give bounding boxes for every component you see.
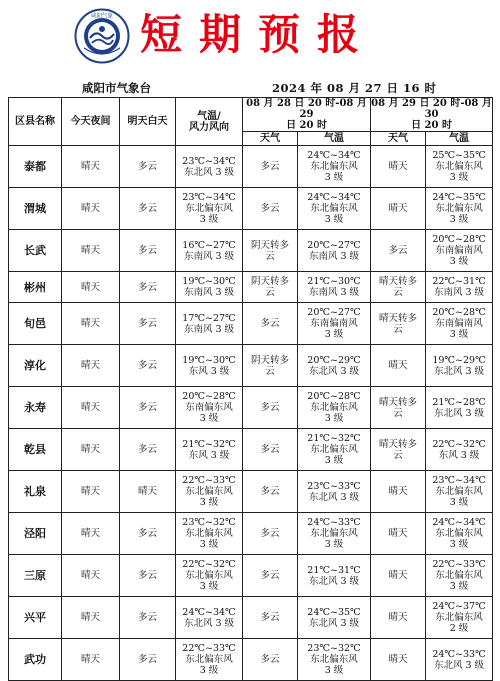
- period-2-temp: [426, 188, 493, 230]
- period-2-weather-line: 云: [393, 323, 403, 335]
- period-1-temp: [298, 513, 371, 555]
- period-1-temp-line: 东北风 3 级: [308, 575, 360, 587]
- tomorrow-day-weather: 多云: [120, 597, 176, 639]
- temp-wind: [176, 555, 243, 597]
- period-1-weather-line: 多云: [260, 318, 280, 329]
- temp-wind: [176, 230, 243, 272]
- period-2-temp-line: 3 级: [449, 497, 469, 508]
- period-2-temp: [426, 146, 493, 188]
- period-2-weather-line: 晴天: [388, 570, 408, 581]
- temp-wind-line: 东北风 3 级: [183, 166, 235, 178]
- temp-wind-line: 24℃~34℃: [182, 606, 236, 618]
- period-2-weather: [371, 471, 426, 513]
- header-temp-1: 气温: [298, 132, 371, 146]
- period-2-temp-line: 20℃~28℃: [432, 234, 486, 245]
- table-row: [9, 345, 493, 387]
- period-2-weather-line: 晴天转多: [379, 276, 418, 287]
- period-2-temp-line: 3 级: [449, 539, 469, 550]
- period-2-weather: [371, 188, 426, 230]
- period-2-temp-line: 东北偏东风: [435, 203, 483, 214]
- temp-wind-line: 东北偏东风: [185, 570, 233, 581]
- period-2-temp-line: 东南偏南风: [435, 318, 483, 329]
- county-name: 长武: [9, 230, 62, 272]
- period-2-temp-line: 东北偏东风: [435, 528, 483, 539]
- period-2-temp-line: 2 级: [449, 623, 469, 634]
- temp-wind-line: 东风 3 级: [188, 365, 230, 377]
- temp-wind-line: 16℃~27℃: [182, 239, 236, 251]
- period-1-weather-line: 云: [265, 365, 275, 377]
- period-2-weather: [371, 387, 426, 429]
- period-1-temp: [298, 272, 371, 303]
- temp-wind: [176, 471, 243, 513]
- period-1-temp: [298, 429, 371, 471]
- temp-wind: [176, 429, 243, 471]
- period-1-weather: [243, 188, 298, 230]
- period-2-weather-line: 晴天: [388, 161, 408, 172]
- period-1-weather-line: 多云: [260, 486, 280, 497]
- tomorrow-day-weather: 多云: [120, 272, 176, 303]
- temp-wind: [176, 345, 243, 387]
- period-2-temp-line: 3 级: [449, 214, 469, 225]
- header-period-2-line1: 08 月 29 日 20 时-08 月 30: [371, 98, 492, 120]
- table-row: [9, 230, 493, 272]
- period-1-temp-line: 东北偏东风: [310, 161, 358, 172]
- period-1-weather-line: 阴天转多: [250, 276, 289, 287]
- issue-time: 2024 年 08 月 27 日 16 时: [272, 81, 437, 95]
- tonight-weather: 晴天: [62, 513, 120, 555]
- period-2-weather-line: 晴天转多: [379, 438, 418, 450]
- period-2-temp-line: 3 级: [449, 581, 469, 592]
- period-1-weather-line: 阴天转多: [250, 239, 289, 251]
- period-1-temp: [298, 146, 371, 188]
- temp-wind-line: 东北偏东风: [185, 203, 233, 214]
- period-1-temp: [298, 188, 371, 230]
- period-2-weather-line: 晴天: [388, 654, 408, 665]
- temp-wind-line: 东南风 3 级: [183, 323, 235, 335]
- table-row: [9, 303, 493, 345]
- period-1-temp: [298, 345, 371, 387]
- period-1-temp: [298, 230, 371, 272]
- period-1-temp-line: 3 级: [324, 172, 344, 183]
- period-1-temp-line: 21℃~30℃: [307, 276, 361, 287]
- tomorrow-day-weather: 多云: [120, 639, 176, 681]
- header-period-1: [243, 98, 371, 132]
- period-1-weather: [243, 345, 298, 387]
- forecast-rows: [9, 146, 493, 681]
- period-1-temp: [298, 303, 371, 345]
- table-row: [9, 639, 493, 681]
- temp-wind-line: 22℃~33℃: [182, 643, 236, 654]
- tonight-weather: 晴天: [62, 429, 120, 471]
- period-2-weather-line: 云: [393, 287, 403, 298]
- temp-wind-line: 19℃~30℃: [182, 354, 236, 366]
- table-row: [9, 272, 493, 303]
- period-2-temp: [426, 471, 493, 513]
- period-1-temp-line: 23℃~33℃: [307, 480, 361, 492]
- header-period-1-line1: 08 月 28 日 20 时-08 月 29: [246, 98, 367, 120]
- county-name: 泾阳: [9, 513, 62, 555]
- period-2-temp: [426, 639, 493, 681]
- temp-wind-line: 22℃~33℃: [182, 475, 236, 486]
- period-1-temp-line: 东南偏南风: [310, 318, 358, 329]
- period-1-temp-line: 东北偏东风: [310, 203, 358, 214]
- period-1-temp-line: 3 级: [324, 329, 344, 340]
- period-2-temp: [426, 429, 493, 471]
- period-2-weather-line: 晴天: [388, 203, 408, 214]
- temp-wind-line: 东北偏东风: [185, 486, 233, 497]
- period-2-temp-line: 东北偏东风: [435, 161, 483, 172]
- period-1-weather: [243, 230, 298, 272]
- period-2-weather-line: 晴天: [388, 486, 408, 497]
- temp-wind-line: 东北偏东风: [185, 528, 233, 539]
- period-2-weather: [371, 303, 426, 345]
- temp-wind-line: 19℃~30℃: [182, 276, 236, 287]
- period-2-weather: [371, 146, 426, 188]
- period-1-weather: [243, 597, 298, 639]
- period-1-temp-line: 东北风 3 级: [308, 617, 360, 629]
- period-1-weather-line: 云: [265, 287, 275, 298]
- temp-wind-line: 22℃~32℃: [182, 559, 236, 570]
- period-2-temp: [426, 387, 493, 429]
- tonight-weather: 晴天: [62, 303, 120, 345]
- county-name: 三原: [9, 555, 62, 597]
- county-name: 彬州: [9, 272, 62, 303]
- period-1-weather: [243, 303, 298, 345]
- period-2-weather: [371, 230, 426, 272]
- table-row: [9, 146, 493, 188]
- period-2-weather: [371, 555, 426, 597]
- header-temp-wind: [176, 98, 243, 146]
- period-2-temp-line: 东北风 3 级: [433, 659, 485, 671]
- period-2-weather-line: 云: [393, 407, 403, 419]
- header-period-1-line2: 日 20 时: [286, 120, 327, 131]
- period-1-temp-line: 东南风 3 级: [308, 250, 360, 262]
- header-period-2-line2: 日 20 时: [411, 120, 452, 131]
- period-1-temp-line: 3 级: [324, 665, 344, 676]
- tonight-weather: 晴天: [62, 639, 120, 681]
- period-1-temp-line: 3 级: [324, 214, 344, 225]
- period-2-temp-line: 25℃~35℃: [432, 150, 486, 161]
- table-row: [9, 429, 493, 471]
- temp-wind-line: 23℃~32℃: [182, 517, 236, 528]
- page-title: 短期预报: [140, 10, 377, 59]
- temp-wind: [176, 146, 243, 188]
- tomorrow-day-weather: 多云: [120, 146, 176, 188]
- header-temp-wind-line2: 风力风向: [189, 121, 229, 133]
- county-name: 永寿: [9, 387, 62, 429]
- tomorrow-day-weather: 多云: [120, 513, 176, 555]
- header-period-2: [371, 98, 493, 132]
- period-1-temp-line: 20℃~27℃: [307, 239, 361, 251]
- period-1-temp-line: 20℃~28℃: [307, 391, 361, 402]
- period-1-temp-line: 东北偏东风: [310, 444, 358, 455]
- period-2-temp: [426, 555, 493, 597]
- header-weather-2: 天气: [371, 132, 426, 146]
- period-2-weather: [371, 597, 426, 639]
- period-2-temp: [426, 597, 493, 639]
- tonight-weather: 晴天: [62, 146, 120, 188]
- forecast-table: [8, 97, 493, 681]
- period-2-temp-line: 东风 3 级: [438, 449, 480, 461]
- period-1-weather-line: 多云: [260, 654, 280, 665]
- tomorrow-day-weather: 多云: [120, 345, 176, 387]
- period-2-weather-line: 晴天转多: [379, 312, 418, 324]
- temp-wind-line: 21℃~32℃: [182, 438, 236, 450]
- period-2-temp-line: 24℃~35℃: [432, 192, 486, 203]
- temp-wind-line: 17℃~27℃: [182, 312, 236, 324]
- period-2-temp-line: 3 级: [449, 172, 469, 183]
- period-2-temp-line: 22℃~33℃: [432, 559, 486, 570]
- county-name: 泰都: [9, 146, 62, 188]
- period-2-weather: [371, 345, 426, 387]
- period-1-temp-line: 21℃~32℃: [307, 433, 361, 444]
- period-1-temp: [298, 639, 371, 681]
- period-2-weather-line: 多云: [388, 245, 408, 256]
- period-2-weather-line: 晴天: [388, 360, 408, 371]
- county-name: 旬邑: [9, 303, 62, 345]
- period-1-temp-line: 东北风 3 级: [308, 365, 360, 377]
- tonight-weather: 晴天: [62, 597, 120, 639]
- period-2-temp: [426, 272, 493, 303]
- period-1-temp-line: 24℃~35℃: [307, 606, 361, 618]
- temp-wind-line: 东南风 3 级: [183, 250, 235, 262]
- temp-wind: [176, 513, 243, 555]
- issuing-office: 咸阳市气象台: [82, 81, 151, 95]
- period-2-temp: [426, 230, 493, 272]
- county-name: 武功: [9, 639, 62, 681]
- temp-wind-line: 东南偏东风: [185, 402, 233, 413]
- period-2-temp: [426, 345, 493, 387]
- period-1-temp-line: 20℃~27℃: [307, 307, 361, 318]
- temp-wind-line: 3 级: [199, 539, 219, 550]
- period-2-weather: [371, 513, 426, 555]
- temp-wind-line: 东北偏东风: [185, 654, 233, 665]
- county-name: 淳化: [9, 345, 62, 387]
- period-1-weather: [243, 513, 298, 555]
- period-1-weather: [243, 146, 298, 188]
- tonight-weather: 晴天: [62, 387, 120, 429]
- temp-wind-line: 23℃~34℃: [182, 155, 236, 167]
- temp-wind-line: 20℃~28℃: [182, 391, 236, 402]
- period-1-weather-line: 多云: [260, 528, 280, 539]
- tonight-weather: 晴天: [62, 471, 120, 513]
- period-2-temp-line: 24℃~33℃: [432, 648, 486, 660]
- county-name: 渭城: [9, 188, 62, 230]
- temp-wind-line: 东北风 3 级: [183, 617, 235, 629]
- header-county: 区县名称: [9, 98, 62, 146]
- period-2-weather-line: 云: [393, 449, 403, 461]
- tonight-weather: 晴天: [62, 272, 120, 303]
- period-1-temp-line: 东北偏东风: [310, 528, 358, 539]
- period-2-weather: [371, 639, 426, 681]
- tonight-weather: 晴天: [62, 188, 120, 230]
- period-2-temp-line: 东北风 3 级: [433, 365, 485, 377]
- period-1-temp: [298, 555, 371, 597]
- period-1-temp-line: 23℃~32℃: [307, 643, 361, 654]
- temp-wind: [176, 639, 243, 681]
- header-weather-1: 天气: [243, 132, 298, 146]
- temp-wind-line: 东南风 3 级: [183, 287, 235, 298]
- period-2-temp-line: 21℃~28℃: [432, 396, 486, 408]
- period-1-weather: [243, 272, 298, 303]
- period-2-temp-line: 3 级: [449, 329, 469, 340]
- period-2-temp-line: 东北偏东风: [435, 612, 483, 623]
- period-1-temp-line: 20℃~29℃: [307, 354, 361, 366]
- period-2-temp-line: 22℃~32℃: [432, 438, 486, 450]
- table-row: [9, 188, 493, 230]
- period-1-weather: [243, 471, 298, 513]
- county-name: 兴平: [9, 597, 62, 639]
- period-1-weather-line: 多云: [260, 203, 280, 214]
- period-2-temp-line: 东南偏南风: [435, 245, 483, 256]
- period-2-temp-line: 24℃~34℃: [432, 517, 486, 528]
- tomorrow-day-weather: 多云: [120, 188, 176, 230]
- seal-text: 咸阳气象: [90, 13, 114, 20]
- temp-wind-line: 3 级: [199, 214, 219, 225]
- period-2-temp-line: 东北偏东风: [435, 570, 483, 581]
- period-1-temp-line: 24℃~34℃: [307, 150, 361, 161]
- period-1-temp-line: 东北风 3 级: [308, 491, 360, 503]
- tomorrow-day-weather: 晴天: [120, 471, 176, 513]
- period-1-weather-line: 阴天转多: [250, 354, 289, 366]
- table-row: [9, 387, 493, 429]
- period-1-temp-line: 24℃~33℃: [307, 517, 361, 528]
- period-1-temp: [298, 387, 371, 429]
- period-2-temp-line: 东北风 3 级: [433, 407, 485, 419]
- period-1-weather: [243, 555, 298, 597]
- period-2-weather-line: 晴天: [388, 612, 408, 623]
- period-2-temp-line: 24℃~37℃: [432, 601, 486, 612]
- header-temp-wind-line1: 气温/: [197, 110, 221, 122]
- period-1-weather-line: 多云: [260, 612, 280, 623]
- period-2-weather-line: 晴天: [388, 528, 408, 539]
- temp-wind: [176, 387, 243, 429]
- temp-wind: [176, 303, 243, 345]
- period-1-temp-line: 东南风 3 级: [308, 287, 360, 298]
- tomorrow-day-weather: 多云: [120, 555, 176, 597]
- temp-wind: [176, 188, 243, 230]
- tomorrow-day-weather: 多云: [120, 429, 176, 471]
- table-row: [9, 555, 493, 597]
- period-2-temp-line: 20℃~28℃: [432, 307, 486, 318]
- county-name: 乾县: [9, 429, 62, 471]
- period-2-weather-line: 晴天转多: [379, 396, 418, 408]
- temp-wind-line: 3 级: [199, 665, 219, 676]
- period-1-weather: [243, 639, 298, 681]
- table-row: [9, 513, 493, 555]
- period-1-weather-line: 多云: [260, 444, 280, 455]
- county-name: 礼泉: [9, 471, 62, 513]
- period-1-temp: [298, 597, 371, 639]
- period-2-weather: [371, 272, 426, 303]
- temp-wind-line: 3 级: [199, 413, 219, 424]
- period-1-weather-line: 多云: [260, 570, 280, 581]
- temp-wind: [176, 597, 243, 639]
- period-1-weather-line: 多云: [260, 161, 280, 172]
- period-1-weather-line: 云: [265, 250, 275, 262]
- period-1-weather: [243, 429, 298, 471]
- period-2-temp-line: 23℃~34℃: [432, 475, 486, 486]
- period-1-temp-line: 3 级: [324, 455, 344, 466]
- tomorrow-day-weather: 多云: [120, 387, 176, 429]
- period-1-temp-line: 3 级: [324, 413, 344, 424]
- tomorrow-day-weather: 多云: [120, 303, 176, 345]
- period-1-temp-line: 21℃~31℃: [307, 564, 361, 576]
- period-2-temp-line: 3 级: [449, 256, 469, 267]
- header-temp-2: 气温: [426, 132, 493, 146]
- period-2-temp-line: 22℃~31℃: [432, 276, 486, 287]
- temp-wind-line: 23℃~34℃: [182, 192, 236, 203]
- period-1-temp-line: 东北偏东风: [310, 654, 358, 665]
- tonight-weather: 晴天: [62, 555, 120, 597]
- header-tomorrow-day: 明天白天: [120, 98, 176, 146]
- period-2-temp: [426, 303, 493, 345]
- tomorrow-day-weather: 多云: [120, 230, 176, 272]
- period-2-temp-line: 东南风 3 级: [433, 287, 485, 298]
- period-2-temp-line: 19℃~29℃: [432, 354, 486, 366]
- temp-wind-line: 3 级: [199, 581, 219, 592]
- tonight-weather: 晴天: [62, 345, 120, 387]
- temp-wind-line: 3 级: [199, 497, 219, 508]
- temp-wind: [176, 272, 243, 303]
- header-tonight: 今天夜间: [62, 98, 120, 146]
- meteorological-seal-icon: [74, 8, 130, 64]
- period-1-weather-line: 多云: [260, 402, 280, 413]
- period-1-temp-line: 3 级: [324, 539, 344, 550]
- period-1-weather: [243, 387, 298, 429]
- period-1-temp-line: 东北偏东风: [310, 402, 358, 413]
- period-1-temp-line: 24℃~34℃: [307, 192, 361, 203]
- period-2-temp-line: 东北偏东风: [435, 486, 483, 497]
- period-2-temp: [426, 513, 493, 555]
- tonight-weather: 晴天: [62, 230, 120, 272]
- period-1-temp: [298, 471, 371, 513]
- period-2-weather: [371, 429, 426, 471]
- table-row: [9, 597, 493, 639]
- temp-wind-line: 东风 3 级: [188, 449, 230, 461]
- table-row: [9, 471, 493, 513]
